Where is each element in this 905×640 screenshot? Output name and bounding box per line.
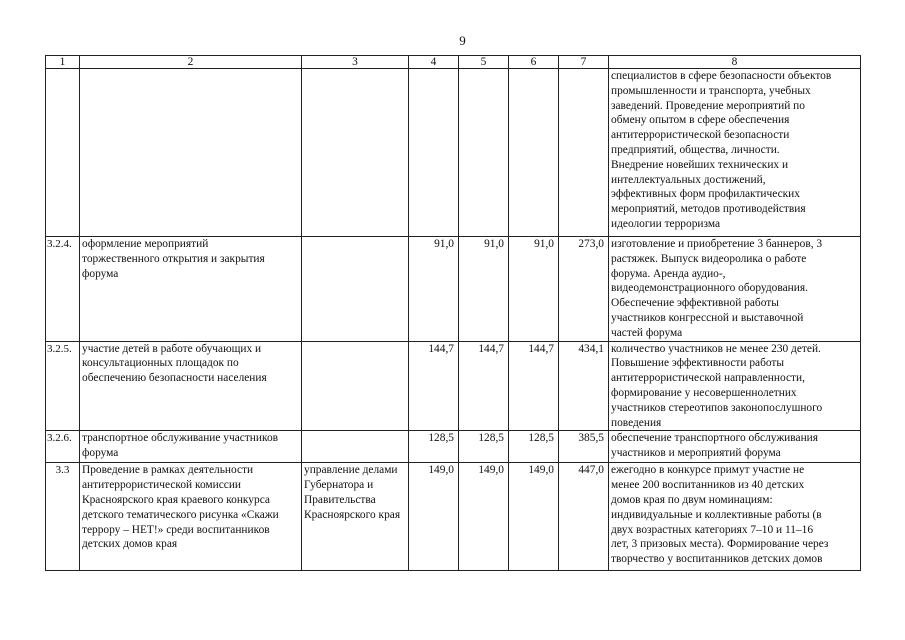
row-value-4: 91,0 [409, 237, 459, 342]
row-code: 3.2.6. [46, 431, 80, 463]
row-result: изготовление и приобретение 3 баннеров, 3 растяжек. Выпуск видеоролика о работе форума. Аренда аудио-, видеодемонстрационного оборудования. Обеспечение эффективной работы участников конгрессной и выставочной частей форума [609, 237, 861, 342]
row-value-4: 149,0 [409, 463, 459, 571]
column-header: 4 [409, 56, 459, 69]
row-name: Проведение в рамках деятельности антитеррористической комиссии Красноярского края краевого конкурса детского тематического рисунка «Скажи террору – НЕТ!» среди воспитанников детских домов края [80, 463, 302, 571]
column-header: 7 [559, 56, 609, 69]
row-value-6: 128,5 [509, 431, 559, 463]
row-executor: управление делами Губернатора и Правительства Красноярского края [302, 463, 409, 571]
column-number-row [46, 56, 861, 69]
row-name: оформление мероприятий торжественного открытия и закрытия форума [80, 237, 302, 342]
row-executor [302, 431, 409, 463]
table-row [46, 69, 861, 237]
row-result: ежегодно в конкурсе примут участие не менее 200 воспитанников из 40 детских домов края по двум номинациям: индивидуальные и коллективные работы (в двух возрастных категориях 7–10 и 11–16 лет, 3 призовых места). Формирование через творчество у воспитанников детских домов [609, 463, 861, 571]
column-header: 1 [46, 56, 80, 69]
row-result: специалистов в сфере безопасности объектов промышленности и транспорта, учебных заведений. Проведение мероприятий по обмену опытом в сфере обеспечения антитеррористической безопасности предприятий, общества, личности. Внедрение новейших технических и интеллектуальных достижений, эффективных форм профилактических мероприятий, методов противодействия идеологии терроризма [609, 69, 861, 237]
column-header: 8 [609, 56, 861, 69]
column-header: 5 [459, 56, 509, 69]
row-value-4: 144,7 [409, 341, 459, 431]
row-value-7: 434,1 [559, 341, 609, 431]
row-value-7: 273,0 [559, 237, 609, 342]
row-value-7: 447,0 [559, 463, 609, 571]
row-executor [302, 237, 409, 342]
row-code: 3.2.4. [46, 237, 80, 342]
row-value-5: 149,0 [459, 463, 509, 571]
row-value-6: 149,0 [509, 463, 559, 571]
row-value-6 [509, 69, 559, 237]
table-row [46, 341, 861, 431]
column-header: 2 [80, 56, 302, 69]
row-name [80, 69, 302, 237]
column-header: 6 [509, 56, 559, 69]
row-code: 3.2.5. [46, 341, 80, 431]
column-header: 3 [302, 56, 409, 69]
row-result: количество участников не менее 230 детей. Повышение эффективности работы антитеррористической направленности, формирование у несовершеннолетних участников стереотипов законопослушного поведения [609, 341, 861, 431]
row-value-7: 385,5 [559, 431, 609, 463]
row-value-4: 128,5 [409, 431, 459, 463]
row-value-5 [459, 69, 509, 237]
row-value-5: 128,5 [459, 431, 509, 463]
row-code: 3.3 [46, 463, 80, 571]
row-value-5: 91,0 [459, 237, 509, 342]
row-executor [302, 341, 409, 431]
row-value-6: 91,0 [509, 237, 559, 342]
table-row [46, 237, 861, 342]
table-row [46, 463, 861, 571]
table-row [46, 431, 861, 463]
program-table [45, 55, 861, 571]
row-value-5: 144,7 [459, 341, 509, 431]
row-result: обеспечение транспортного обслуживания участников и мероприятий форума [609, 431, 861, 463]
row-name: участие детей в работе обучающих и консультационных площадок по обеспечению безопасности населения [80, 341, 302, 431]
row-value-6: 144,7 [509, 341, 559, 431]
row-code [46, 69, 80, 237]
row-name: транспортное обслуживание участников форума [80, 431, 302, 463]
row-executor [302, 69, 409, 237]
row-value-7 [559, 69, 609, 237]
page-number: 9 [459, 33, 466, 48]
row-value-4 [409, 69, 459, 237]
